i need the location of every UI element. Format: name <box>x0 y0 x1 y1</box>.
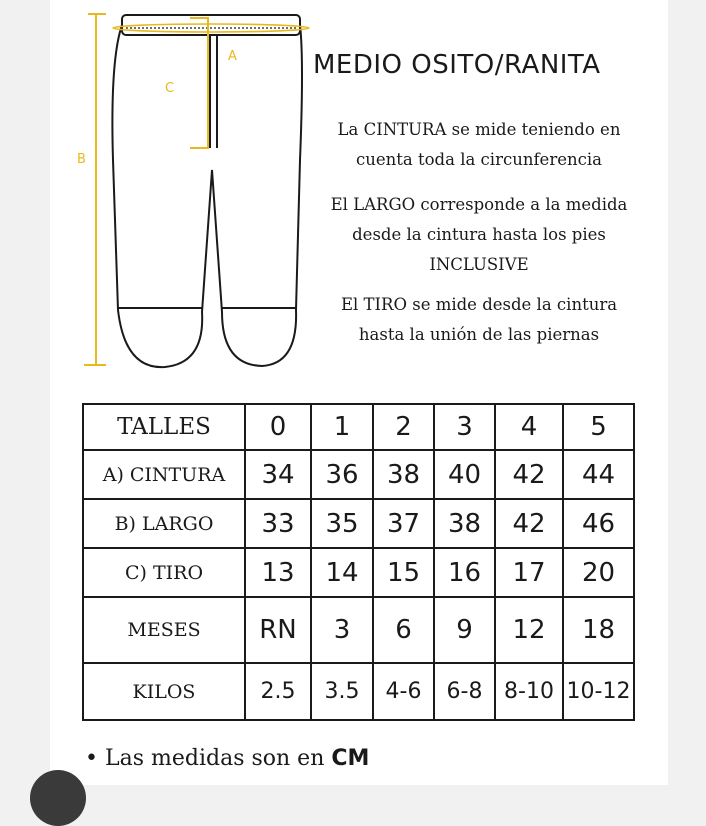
table-cell: 12 <box>495 597 563 663</box>
table-cell: 8-10 <box>495 663 563 720</box>
table-cell: 38 <box>373 450 434 499</box>
table-cell: 2.5 <box>245 663 311 720</box>
header-cell: 2 <box>373 404 434 450</box>
bullet-icon: • <box>85 746 98 771</box>
waistband <box>113 15 309 35</box>
table-cell: RN <box>245 597 311 663</box>
header-cell: 1 <box>311 404 373 450</box>
row-label: B) LARGO <box>83 499 245 548</box>
description-line: El TIRO se mide desde la cintura <box>340 295 618 314</box>
row-label: MESES <box>83 597 245 663</box>
table-row <box>83 499 634 548</box>
row-label: A) CINTURA <box>83 450 245 499</box>
table-cell: 10-12 <box>563 663 634 720</box>
table-cell: 9 <box>434 597 495 663</box>
note-text: Las medidas son en <box>104 746 325 771</box>
table-cell: 42 <box>495 499 563 548</box>
measure-c-box <box>190 18 208 148</box>
label-a: A <box>228 49 237 64</box>
description-line: El LARGO corresponde a la medida <box>330 195 628 214</box>
description-tiro <box>300 290 658 350</box>
table-cell: 42 <box>495 450 563 499</box>
header-cell: 0 <box>245 404 311 450</box>
header-cell: TALLES <box>83 404 245 450</box>
table-cell: 17 <box>495 548 563 597</box>
note-unit: CM <box>331 746 370 771</box>
table-cell: 13 <box>245 548 311 597</box>
description-line: INCLUSIVE <box>429 255 529 274</box>
table-cell: 16 <box>434 548 495 597</box>
description-line: cuenta toda la circunferencia <box>356 150 602 169</box>
header-cell: 4 <box>495 404 563 450</box>
label-c: C <box>165 81 175 96</box>
page-title: MEDIO OSITO/RANITA <box>313 50 601 80</box>
table-row <box>83 663 634 720</box>
table-cell: 46 <box>563 499 634 548</box>
table-cell: 44 <box>563 450 634 499</box>
measure-b-line <box>84 14 106 365</box>
table-cell: 40 <box>434 450 495 499</box>
row-label: KILOS <box>83 663 245 720</box>
table-cell: 6 <box>373 597 434 663</box>
table-cell: 36 <box>311 450 373 499</box>
floating-action-button[interactable] <box>30 770 86 826</box>
table-row <box>83 548 634 597</box>
description-largo <box>300 190 658 280</box>
table-cell: 6-8 <box>434 663 495 720</box>
description-line: hasta la unión de las piernas <box>358 325 600 344</box>
units-note <box>85 746 369 771</box>
table-cell: 3 <box>311 597 373 663</box>
table-row <box>83 450 634 499</box>
table-cell: 18 <box>563 597 634 663</box>
table-cell: 4-6 <box>373 663 434 720</box>
table-header-row <box>83 404 634 450</box>
header-cell: 3 <box>434 404 495 450</box>
table-cell: 14 <box>311 548 373 597</box>
row-label: C) TIRO <box>83 548 245 597</box>
table-cell: 33 <box>245 499 311 548</box>
table-cell: 35 <box>311 499 373 548</box>
header-cell: 5 <box>563 404 634 450</box>
table-cell: 38 <box>434 499 495 548</box>
table-cell: 3.5 <box>311 663 373 720</box>
description-line: desde la cintura hasta los pies <box>352 225 606 244</box>
size-table <box>82 403 635 721</box>
table-cell: 34 <box>245 450 311 499</box>
label-b: B <box>77 152 86 167</box>
description-cintura <box>300 115 658 175</box>
table-row <box>83 597 634 663</box>
table-cell: 15 <box>373 548 434 597</box>
description-line: La CINTURA se mide teniendo en <box>337 120 621 139</box>
table-cell: 20 <box>563 548 634 597</box>
table-cell: 37 <box>373 499 434 548</box>
